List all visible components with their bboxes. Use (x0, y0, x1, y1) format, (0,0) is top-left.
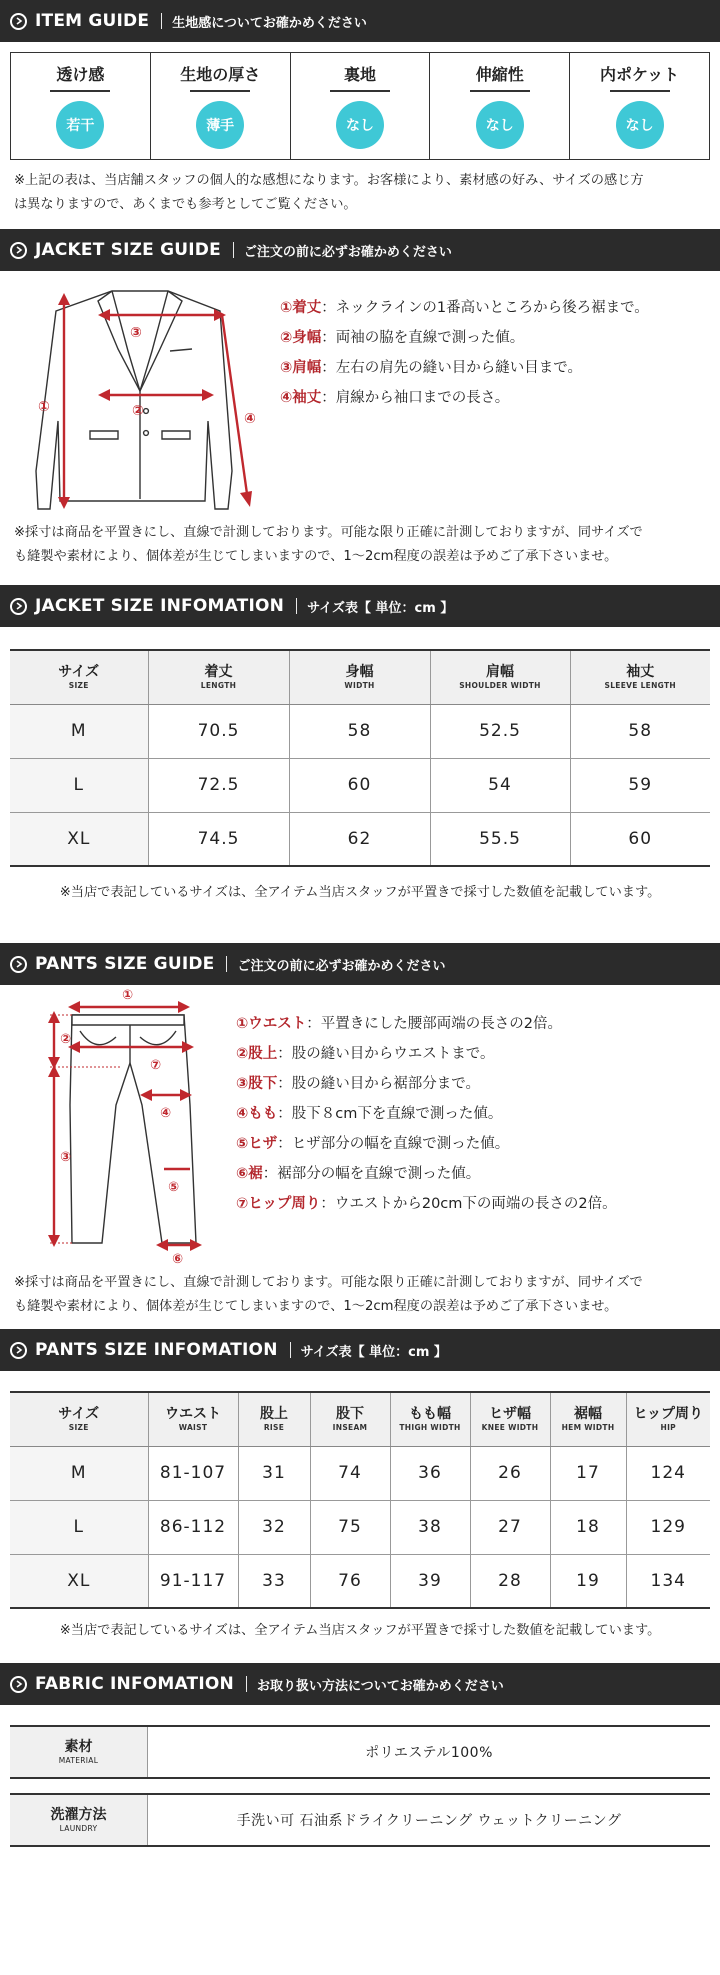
fabric-laundry-row (10, 1793, 710, 1847)
section-title: FABRIC INFOMATION (35, 1674, 234, 1694)
guide-item-inseam: ③股下：股の縫い目から裾部分まで。 (236, 1076, 480, 1092)
item-value-badge: なし (476, 101, 524, 149)
pants-diagram (0, 985, 230, 1267)
guide-item-width: ②身幅：両袖の脇を直線で測った値。 (280, 330, 525, 346)
table-row: XL 91-117 33 76 39 28 19 134 (10, 1554, 710, 1608)
table-header-row (10, 650, 710, 704)
column-header: 肩幅 SHOULDER WIDTH (430, 650, 570, 704)
guide-item-hem: ⑥裾：裾部分の幅を直線で測った値。 (236, 1166, 481, 1182)
column-header: ヒザ幅 KNEE WIDTH (470, 1392, 550, 1446)
fabric-label: 洗濯方法 LAUNDRY (10, 1795, 148, 1845)
fabric-label: 素材 MATERIAL (10, 1727, 148, 1777)
fabric-header (0, 1663, 720, 1705)
jacket-marker-length: ① (38, 399, 50, 415)
section-title: PANTS SIZE INFOMATION (35, 1340, 278, 1360)
table-header-row (10, 1392, 710, 1446)
column-header: もも幅 THIGH WIDTH (390, 1392, 470, 1446)
guide-item-waist: ①ウエスト：平置きにした腰部両端の長さの2倍。 (236, 1016, 563, 1032)
jacket-guide-list (280, 293, 649, 413)
chevron-right-icon (10, 1342, 27, 1359)
column-header: ウエスト WAIST (148, 1392, 238, 1446)
section-title: PANTS SIZE GUIDE (35, 954, 215, 974)
table-row: XL 74.5 62 55.5 60 (10, 812, 710, 866)
section-subtitle: 生地感についてお確かめください (172, 15, 367, 31)
pants-marker-rise: ② (60, 1032, 72, 1047)
pants-marker-waist: ① (122, 988, 134, 1003)
item-label: 伸縮性 (475, 65, 524, 84)
item-cell-lining (291, 53, 431, 159)
table-row: L 86-112 32 75 38 27 18 129 (10, 1500, 710, 1554)
item-value-badge: なし (336, 101, 384, 149)
guide-item-hip: ⑦ヒップ周り：ウエストから20cm下の両端の長さの2倍。 (236, 1196, 617, 1212)
item-cell-stretch (430, 53, 570, 159)
section-title: JACKET SIZE GUIDE (35, 240, 221, 260)
pants-marker-hem: ⑥ (172, 1252, 184, 1267)
jacket-guide-body (0, 271, 720, 513)
fabric-material-row (10, 1725, 710, 1779)
pants-marker-inseam: ③ (60, 1150, 72, 1165)
guide-item-knee: ⑤ヒザ：ヒザ部分の幅を直線で測った値。 (236, 1136, 510, 1152)
chevron-right-icon (10, 956, 27, 973)
item-label: 裏地 (343, 65, 376, 84)
item-value-badge: なし (616, 101, 664, 149)
jacket-marker-shoulder: ③ (130, 325, 142, 341)
table-row: L 72.5 60 54 59 (10, 758, 710, 812)
section-subtitle: サイズ表【 単位：cm 】 (300, 1344, 447, 1360)
pants-guide-list (236, 1009, 617, 1219)
pants-marker-thigh: ④ (160, 1106, 172, 1121)
jacket-table-note: ※当店で表記しているサイズは、全アイテム当店スタッフが平置きで採寸した数値を記載しています。 (59, 885, 661, 900)
column-header: 着丈 LENGTH (148, 650, 289, 704)
item-guide-header (0, 0, 720, 42)
column-header: 股上 RISE (238, 1392, 310, 1446)
jacket-marker-sleeve: ④ (244, 411, 256, 427)
column-header: 股下 INSEAM (310, 1392, 390, 1446)
chevron-right-icon (10, 598, 27, 615)
jacket-table-header (0, 585, 720, 627)
guide-item-sleeve: ④袖丈：肩線から袖口までの長さ。 (280, 390, 510, 406)
item-cell-sheerness (11, 53, 151, 159)
jacket-diagram (0, 271, 270, 513)
chevron-right-icon (10, 242, 27, 259)
table-row: M 81-107 31 74 36 26 17 124 (10, 1446, 710, 1500)
column-header: 袖丈 SLEEVE LENGTH (570, 650, 710, 704)
jacket-marker-width: ② (132, 403, 144, 419)
column-header: サイズ SIZE (10, 1392, 148, 1446)
section-subtitle: ご注文の前に必ずお確かめください (237, 958, 446, 974)
column-header: 裾幅 HEM WIDTH (550, 1392, 626, 1446)
pants-size-table (10, 1391, 710, 1609)
table-row: M 70.5 58 52.5 58 (10, 704, 710, 758)
item-cell-inner-pocket (570, 53, 709, 159)
jacket-guide-note: ※採寸は商品を平置きにし、直線で計測しております。可能な限り正確に計測しておりますが、同サイズで も縫製や素材により、個体差が生じてしまいますので、1〜2cm程度の誤差は予めご了承下さいませ。 (14, 525, 643, 564)
column-header: ヒップ周り HIP (626, 1392, 710, 1446)
section-subtitle: お取り扱い方法についてお確かめください (256, 1678, 504, 1694)
item-guide-note: ※上記の表は、当店舗スタッフの個人的な感想になります。お客様により、素材感の好み、サイズの感じ方 は異なりますので、あくまでも参考としてご覧ください。 (14, 173, 644, 212)
fabric-value: 手洗い可 石油系ドライクリーニング ウェットクリーニング (236, 1813, 622, 1829)
guide-item-shoulder: ③肩幅：左右の肩先の縫い目から縫い目まで。 (280, 360, 582, 376)
item-label: 透け感 (56, 65, 105, 84)
item-guide-grid (10, 52, 710, 160)
section-title: JACKET SIZE INFOMATION (35, 596, 285, 616)
chevron-right-icon (10, 13, 27, 30)
pants-marker-knee: ⑤ (168, 1180, 180, 1195)
guide-item-rise: ②股上：股の縫い目からウエストまで。 (236, 1046, 495, 1062)
item-cell-thickness (151, 53, 291, 159)
column-header: 身幅 WIDTH (289, 650, 430, 704)
pants-table-header (0, 1329, 720, 1371)
guide-item-length: ①着丈：ネックラインの1番高いところから後ろ裾まで。 (280, 300, 649, 316)
pants-guide-header (0, 943, 720, 985)
pants-guide-note: ※採寸は商品を平置きにし、直線で計測しております。可能な限り正確に計測しておりますが、同サイズで も縫製や素材により、個体差が生じてしまいますので、1〜2cm程度の誤差は予めご了承下さいませ。 (14, 1275, 643, 1314)
item-value-badge: 薄手 (196, 101, 244, 149)
jacket-guide-header (0, 229, 720, 271)
pants-marker-hip: ⑦ (150, 1058, 162, 1073)
column-header: サイズ SIZE (10, 650, 148, 704)
item-label: 内ポケット (599, 65, 680, 84)
pants-table-note: ※当店で表記しているサイズは、全アイテム当店スタッフが平置きで採寸した数値を記載しています。 (59, 1623, 661, 1638)
item-value-badge: 若干 (56, 101, 104, 149)
section-title: ITEM GUIDE (35, 11, 150, 31)
chevron-right-icon (10, 1676, 27, 1693)
fabric-value: ポリエステル100% (365, 1745, 493, 1761)
item-label: 生地の厚さ (180, 65, 261, 84)
jacket-size-table (10, 649, 710, 867)
section-subtitle: ご注文の前に必ずお確かめください (243, 244, 452, 260)
pants-guide-body (0, 985, 720, 1267)
guide-item-thigh: ④もも：股下８cm下を直線で測った値。 (236, 1106, 503, 1122)
section-subtitle: サイズ表【 単位：cm 】 (307, 600, 454, 616)
